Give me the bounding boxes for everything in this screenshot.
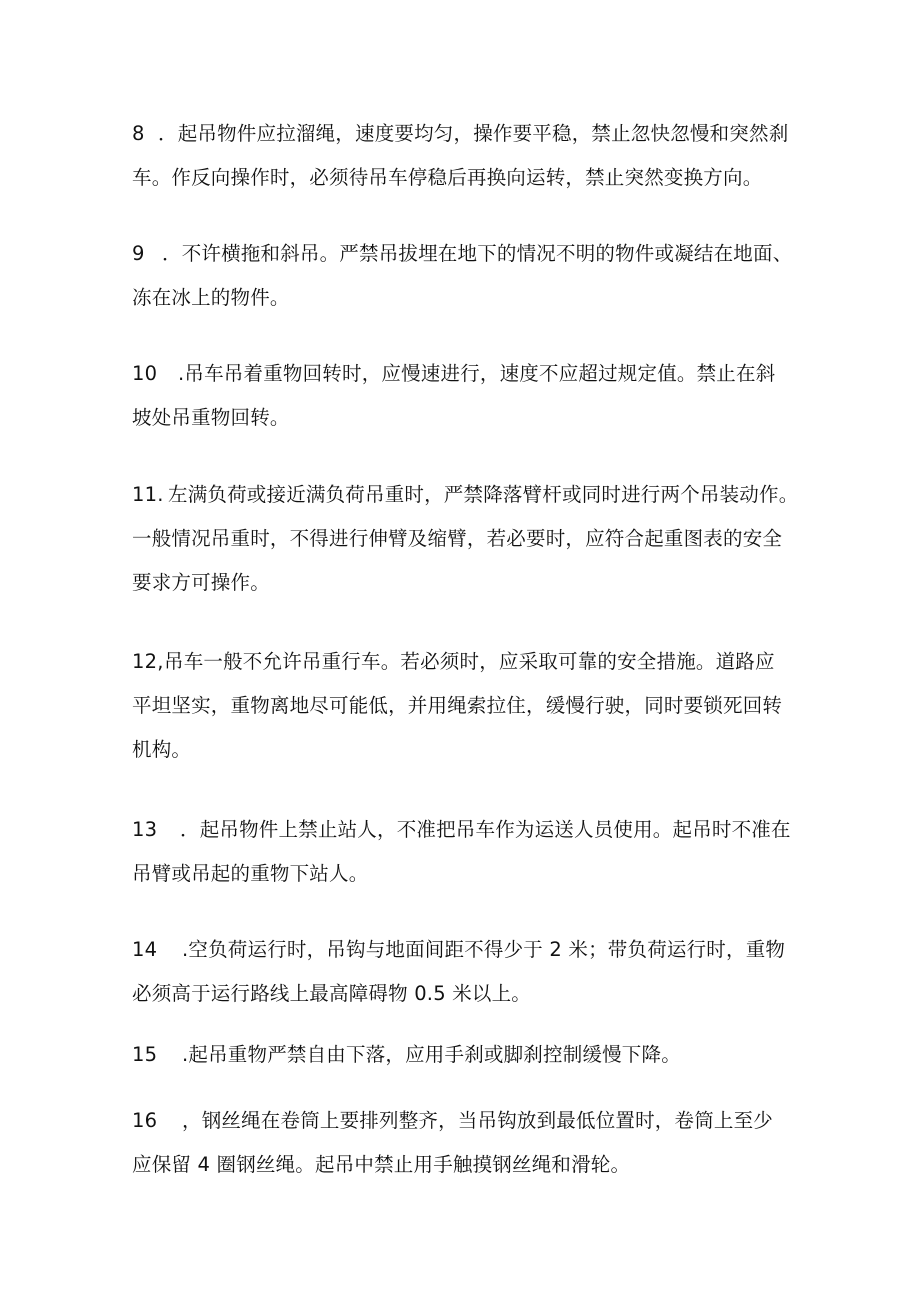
item-line: 机构。: [132, 738, 192, 761]
item-number: 10: [132, 362, 158, 385]
item-line: [132, 473, 812, 517]
item-number: 15: [132, 1043, 158, 1066]
item-line: [132, 352, 812, 396]
item-text: .起吊重物严禁自由下落，应用手刹或脚刹控制缓慢下降。: [182, 1043, 681, 1066]
item-line: [132, 232, 812, 276]
item-text: .吊车吊着重物回转时，应慢速进行，速度不应超过规定值。禁止在斜: [178, 362, 776, 385]
item-13: [132, 808, 812, 896]
item-line: 坡处吊重物回转。: [132, 406, 290, 429]
item-line: 必须高于运行路线上最高障碍物 0.5 米以上。: [132, 982, 532, 1005]
item-number: 9: [132, 242, 145, 265]
item-line: [132, 640, 812, 684]
item-number: 12,: [132, 650, 164, 673]
item-text: ，钢丝绳在卷筒上要排列整齐，当吊钩放到最低位置时，卷筒上至少: [182, 1109, 774, 1132]
item-line: [132, 1099, 812, 1143]
item-12: [132, 640, 812, 772]
item-line: 车。作反向操作时，必须待吊车停稳后再换向运转，禁止突然变换方向。: [132, 166, 763, 189]
item-line: 平坦坚实，重物离地尽可能低，并用绳索拉住，缓慢行驶，同时要锁死回转: [132, 694, 783, 717]
item-line: 应保留 4 圈钢丝绳。起吊中禁止用手触摸钢丝绳和滑轮。: [132, 1153, 631, 1176]
item-line: 要求方可操作。: [132, 571, 270, 594]
item-16: [132, 1099, 812, 1187]
item-9: [132, 232, 812, 320]
item-line: [132, 112, 812, 156]
item-line: [132, 1033, 812, 1077]
item-14: [132, 928, 812, 1016]
item-8: [132, 112, 812, 200]
item-line: 一般情况吊重时，不得进行伸臂及缩臂，若必要时，应符合起重图表的安全: [132, 527, 783, 550]
item-number: 11.: [132, 483, 164, 506]
item-text: ．起吊物件应拉溜绳，速度要均匀，操作要平稳，禁止忽快忽慢和突然刹: [158, 122, 789, 145]
item-text: ．起吊物件上禁止站人，不准把吊车作为运送人员使用。起吊时不准在: [180, 818, 791, 841]
item-line: [132, 928, 812, 972]
item-number: 13: [132, 818, 158, 841]
item-15: [132, 1033, 812, 1077]
item-line: 吊臂或吊起的重物下站人。: [132, 862, 369, 885]
item-line: [132, 808, 812, 852]
item-text: ．不许横拖和斜吊。严禁吊拔埋在地下的情况不明的物件或凝结在地面、: [162, 242, 793, 265]
item-number: 16: [132, 1109, 158, 1132]
item-10: [132, 352, 812, 440]
item-text: 吊车一般不允许吊重行车。若必须时，应采取可靠的安全措施。道路应: [164, 650, 775, 673]
item-number: 8: [132, 122, 145, 145]
item-text: .空负荷运行时，吊钩与地面间距不得少于 2 米；带负荷运行时，重物: [182, 938, 786, 961]
item-line: 冻在冰上的物件。: [132, 286, 290, 309]
item-11: [132, 473, 812, 605]
item-text: 左满负荷或接近满负荷吊重时，严禁降落臂杆或同时进行两个吊装动作。: [168, 483, 799, 506]
item-number: 14: [132, 938, 158, 961]
